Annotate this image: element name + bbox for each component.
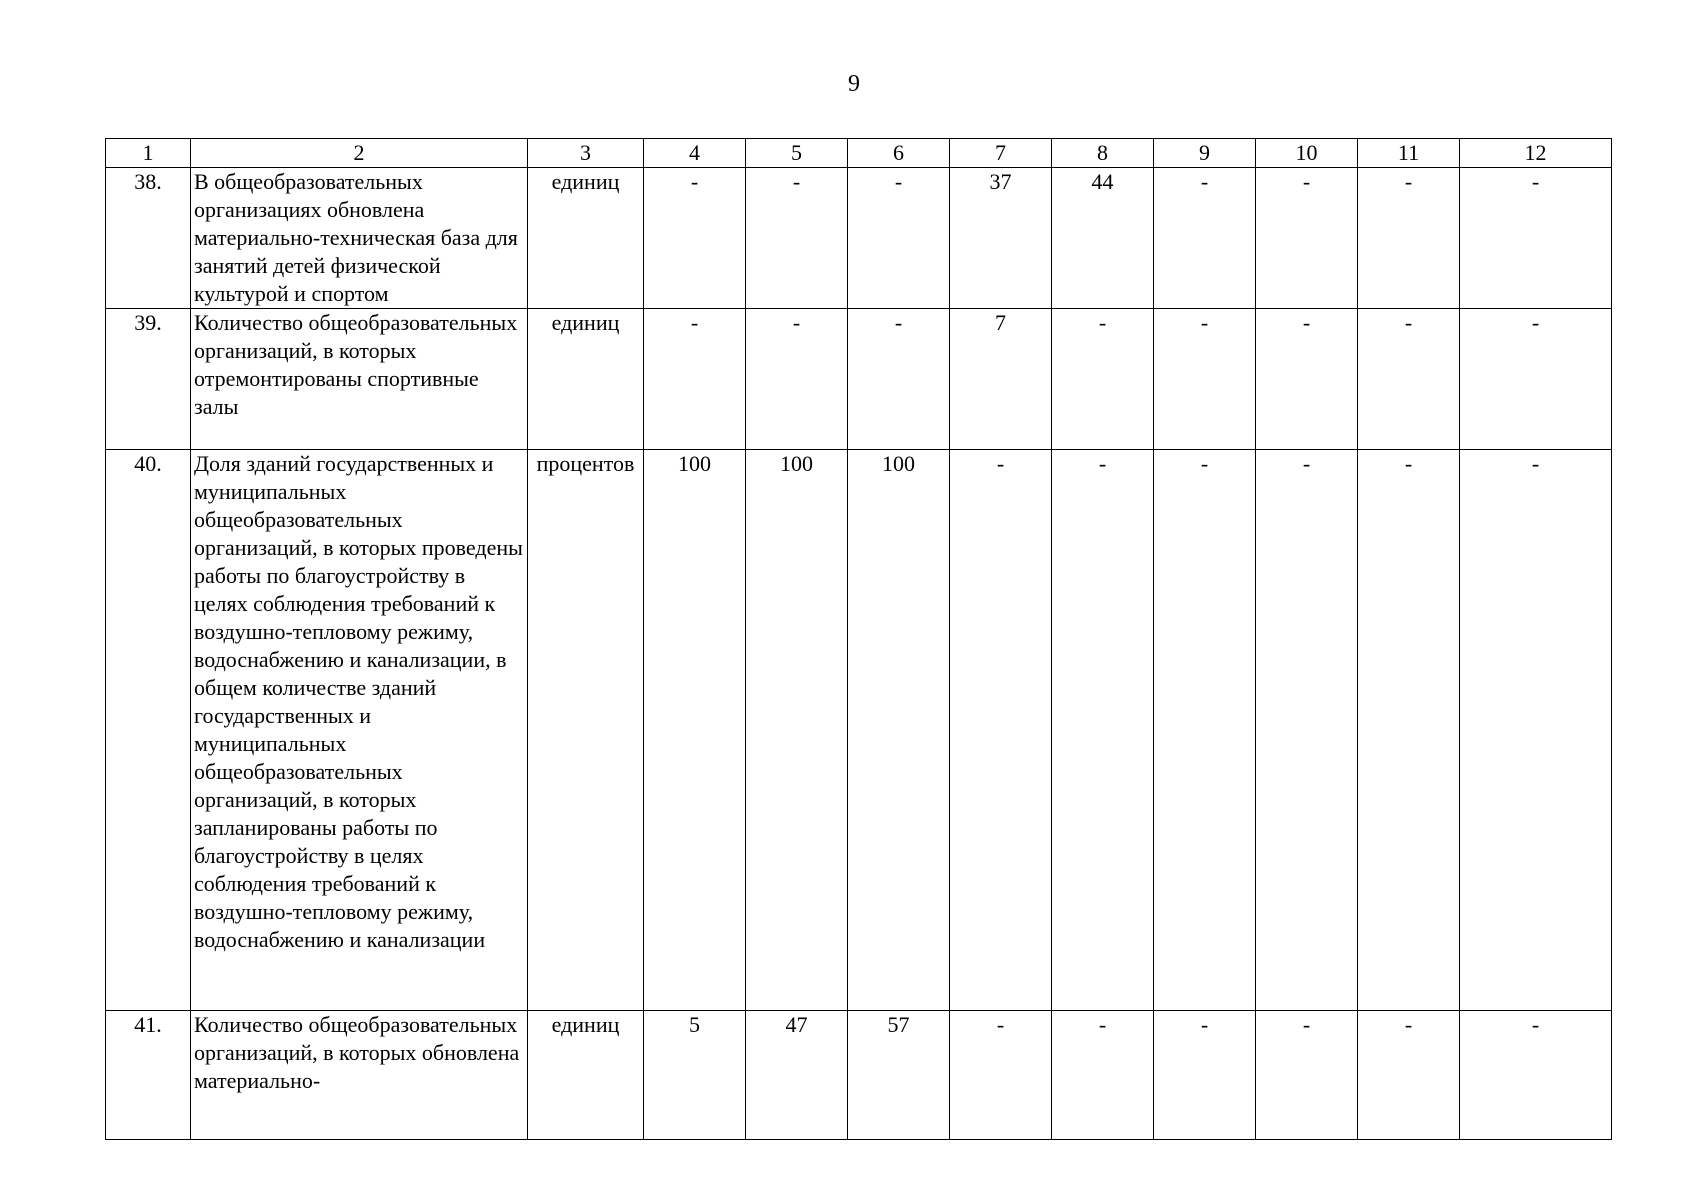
unit-cell: единиц <box>528 168 644 309</box>
table-row <box>106 1011 1612 1140</box>
value-cell: - <box>848 168 950 309</box>
value-cell: 5 <box>644 1011 746 1140</box>
table-header-row <box>106 139 1612 168</box>
unit-cell: процентов <box>528 450 644 1011</box>
column-header-4: 4 <box>644 139 746 168</box>
value-cell: - <box>644 309 746 450</box>
value-cell: - <box>1154 450 1256 1011</box>
indicator-name: В общеобразовательных организациях обновлена материально-техническая база для занятий детей физической культурой и спортом <box>191 168 528 309</box>
value-cell: 100 <box>848 450 950 1011</box>
indicator-name: Доля зданий государственных и муниципальных общеобразовательных организаций, в которых проведены работы по благоустройству в целях соблюдения требований к воздушно-тепловому режиму, водоснабжению и канализации, в общем количестве зданий государственных и муниципальных общеобразовательных организаций, в которых запланированы работы по благоустройству в целях соблюдения требований к воздушно-тепловому режиму, водоснабжению и канализации <box>191 450 528 1011</box>
column-header-8: 8 <box>1052 139 1154 168</box>
column-header-5: 5 <box>746 139 848 168</box>
value-cell: 100 <box>644 450 746 1011</box>
value-cell: - <box>746 168 848 309</box>
value-cell: 47 <box>746 1011 848 1140</box>
value-cell: - <box>1052 309 1154 450</box>
value-cell: - <box>1256 450 1358 1011</box>
value-cell: - <box>1256 1011 1358 1140</box>
column-header-9: 9 <box>1154 139 1256 168</box>
unit-cell: единиц <box>528 1011 644 1140</box>
column-header-11: 11 <box>1358 139 1460 168</box>
value-cell: - <box>746 309 848 450</box>
value-cell: - <box>1460 450 1612 1011</box>
value-cell: 44 <box>1052 168 1154 309</box>
value-cell: 57 <box>848 1011 950 1140</box>
indicator-name: Количество общеобразовательных организаций, в которых отремонтированы спортивные залы <box>191 309 528 450</box>
page-number: 9 <box>848 71 860 97</box>
value-cell: - <box>1358 450 1460 1011</box>
value-cell: - <box>1358 1011 1460 1140</box>
value-cell: - <box>1154 1011 1256 1140</box>
value-cell: - <box>1460 309 1612 450</box>
unit-cell: единиц <box>528 309 644 450</box>
column-header-7: 7 <box>950 139 1052 168</box>
value-cell: - <box>1358 168 1460 309</box>
value-cell: - <box>950 1011 1052 1140</box>
value-cell: - <box>1154 309 1256 450</box>
row-number: 39. <box>106 309 191 450</box>
value-cell: - <box>1052 450 1154 1011</box>
column-header-1: 1 <box>106 139 191 168</box>
value-cell: - <box>950 450 1052 1011</box>
column-header-6: 6 <box>848 139 950 168</box>
value-cell: - <box>848 309 950 450</box>
table-row <box>106 450 1612 1011</box>
data-table <box>105 138 1612 1140</box>
value-cell: - <box>1052 1011 1154 1140</box>
row-number: 40. <box>106 450 191 1011</box>
indicator-name: Количество общеобразовательных организаций, в которых обновлена материально- <box>191 1011 528 1140</box>
table-row <box>106 309 1612 450</box>
value-cell: - <box>1460 168 1612 309</box>
value-cell: - <box>644 168 746 309</box>
table-row <box>106 168 1612 309</box>
value-cell: - <box>1256 309 1358 450</box>
value-cell: 37 <box>950 168 1052 309</box>
row-number: 41. <box>106 1011 191 1140</box>
value-cell: - <box>1256 168 1358 309</box>
value-cell: - <box>1154 168 1256 309</box>
value-cell: - <box>1358 309 1460 450</box>
value-cell: - <box>1460 1011 1612 1140</box>
column-header-12: 12 <box>1460 139 1612 168</box>
value-cell: 7 <box>950 309 1052 450</box>
value-cell: 100 <box>746 450 848 1011</box>
row-number: 38. <box>106 168 191 309</box>
column-header-2: 2 <box>191 139 528 168</box>
column-header-10: 10 <box>1256 139 1358 168</box>
column-header-3: 3 <box>528 139 644 168</box>
